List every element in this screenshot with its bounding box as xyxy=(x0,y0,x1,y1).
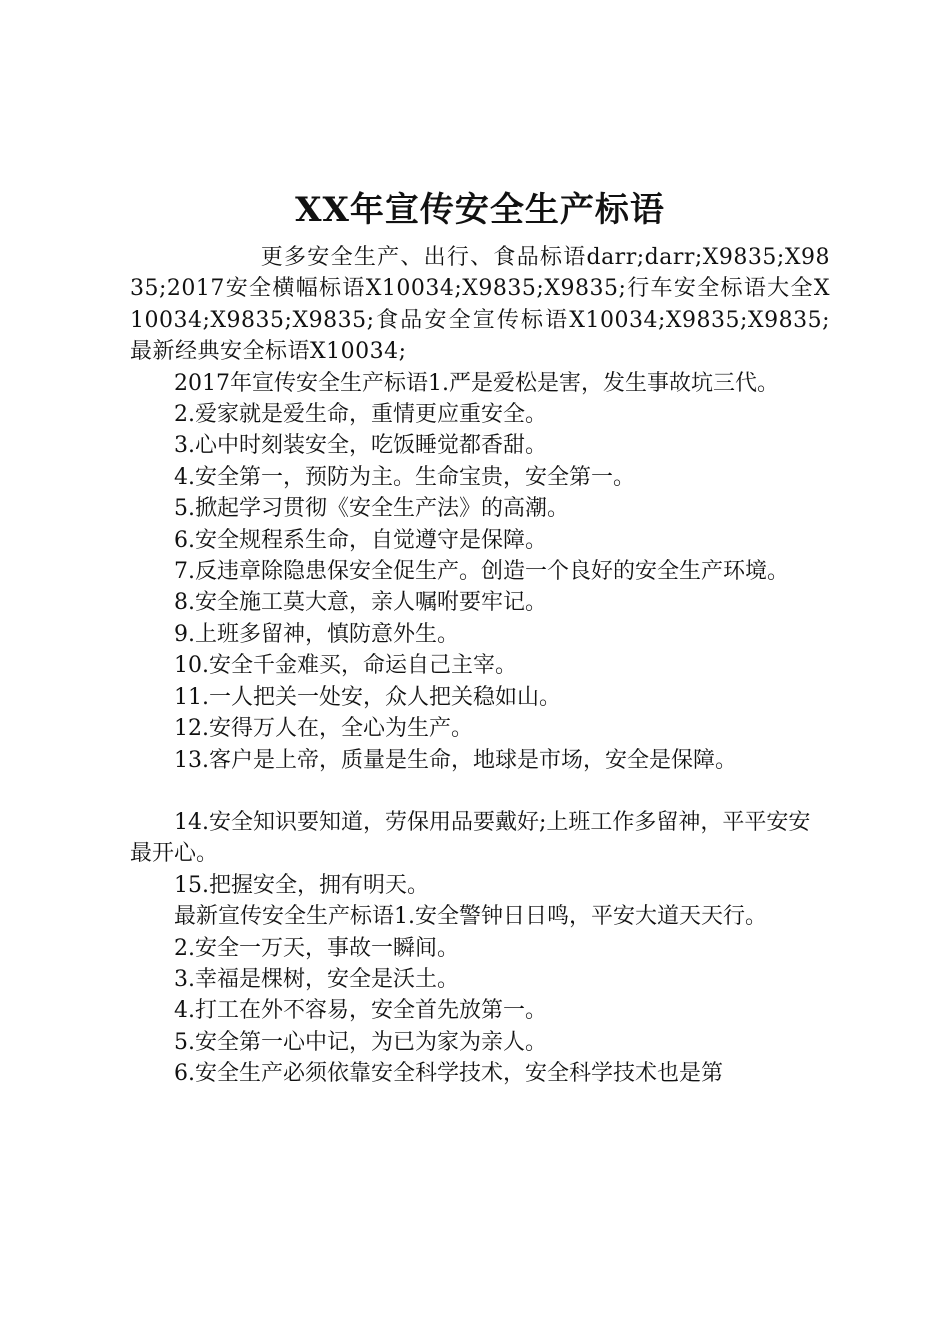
slogan-paragraph: 10.安全千金难买，命运自己主宰。 xyxy=(174,653,517,679)
slogan-paragraph: 14.安全知识要知道，劳保用品要戴好;上班工作多留神，平平安安最开心。 xyxy=(130,809,811,867)
slogan-paragraph: 5.掀起学习贯彻《安全生产法》的高潮。 xyxy=(174,496,569,522)
intro-text: 更多安全生产、出行、食品标语darr;darr;X9835;X9835;2017安全横幅标语X10034;X9835;X9835;行车安全标语大全X10034;X9835;X9835;食品安全宣传标语X10034;X9835;X9835;最新经典安全标语X10034; xyxy=(130,245,830,365)
slogan-paragraph: 3.幸福是棵树，安全是沃土。 xyxy=(174,966,459,992)
slogan-paragraph: 12.安得万人在，全心为生产。 xyxy=(174,716,473,742)
slogan-paragraph: 6.安全生产必须依靠安全科学技术，安全科学技术也是第 xyxy=(174,1061,723,1087)
slogan-paragraph: 6.安全规程系生命，自觉遵守是保障。 xyxy=(174,527,547,553)
slogan-paragraph: 4.打工在外不容易，安全首先放第一。 xyxy=(174,998,547,1024)
slogan-paragraph: 15.把握安全，拥有明天。 xyxy=(174,872,429,898)
slogan-paragraph: 2017年宣传安全生产标语1.严是爱松是害，发生事故坑三代。 xyxy=(174,370,779,396)
slogan-paragraph: 11.一人把关一处安，众人把关稳如山。 xyxy=(174,684,561,710)
slogan-paragraph: 8.安全施工莫大意，亲人嘱咐要牢记。 xyxy=(174,590,547,616)
slogan-paragraph: 2.安全一万天，事故一瞬间。 xyxy=(174,935,459,961)
slogan-paragraph: 9.上班多留神，慎防意外生。 xyxy=(174,621,459,647)
document-title: XX年宣传安全生产标语 xyxy=(295,190,665,230)
slogan-list-a xyxy=(130,368,830,776)
paragraph-gap xyxy=(130,776,830,807)
slogan-paragraph: 2.爱家就是爱生命，重情更应重安全。 xyxy=(174,402,547,428)
intro-paragraph xyxy=(130,242,830,368)
slogan-paragraph: 3.心中时刻装安全，吃饭睡觉都香甜。 xyxy=(174,433,547,459)
document-body xyxy=(130,242,830,1090)
slogan-list-b xyxy=(130,807,830,1090)
slogan-paragraph: 4.安全第一，预防为主。生命宝贵，安全第一。 xyxy=(174,464,635,490)
slogan-paragraph: 7.反违章除隐患保安全促生产。创造一个良好的安全生产环境。 xyxy=(174,559,789,585)
document-page xyxy=(130,186,830,1090)
slogan-paragraph: 最新宣传安全生产标语1.安全警钟日日鸣，平安大道天天行。 xyxy=(174,904,767,930)
slogan-paragraph: 5.安全第一心中记，为已为家为亲人。 xyxy=(174,1029,547,1055)
slogan-paragraph: 13.客户是上帝，质量是生命，地球是市场，安全是保障。 xyxy=(174,747,737,773)
